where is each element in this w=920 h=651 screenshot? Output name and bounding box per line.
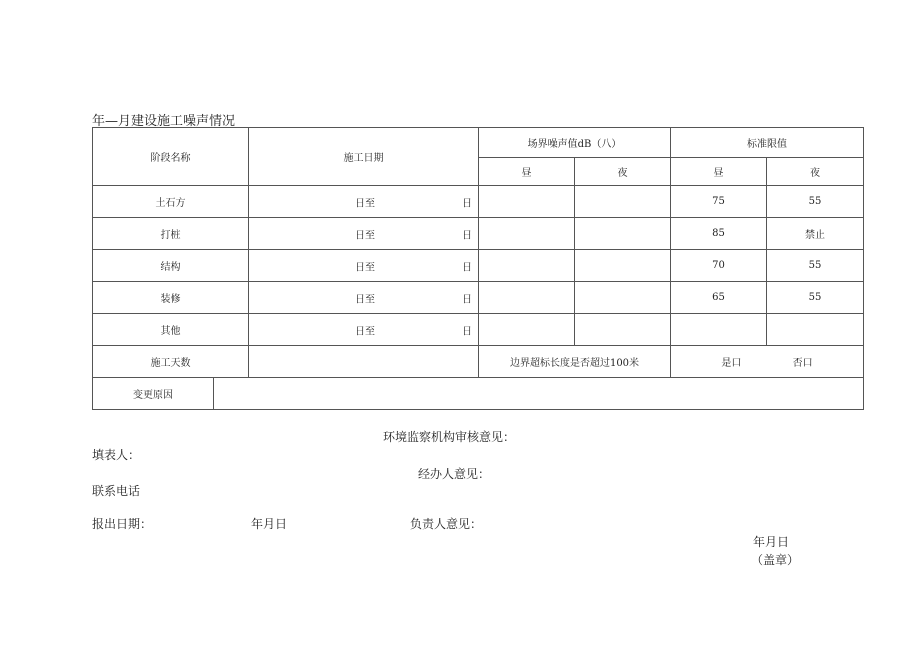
noise-night-cell[interactable] <box>575 314 671 346</box>
handler-label: 经办人意见： <box>418 467 491 481</box>
noise-night-cell[interactable] <box>575 186 671 218</box>
filler-label: 填表人： <box>92 448 141 462</box>
no-checkbox[interactable]: 否口 <box>792 358 813 369</box>
phone-label: 联系电话 <box>92 484 141 498</box>
stage-name: 打桩 <box>93 218 249 250</box>
date-cell[interactable] <box>249 282 479 314</box>
date-cell[interactable] <box>249 218 479 250</box>
env-review-label: 环境监察机构审核意见： <box>383 430 516 444</box>
report-date-label: 报出日期： <box>92 517 153 531</box>
construction-days-cell[interactable] <box>249 346 479 378</box>
noise-day-cell[interactable] <box>479 186 575 218</box>
noise-day-cell[interactable] <box>479 250 575 282</box>
date-end-mark: 日 <box>462 294 472 305</box>
noise-night-cell[interactable] <box>575 250 671 282</box>
header-limit-day: 昼 <box>671 158 767 186</box>
date-mark: 日至 <box>355 230 375 241</box>
header-limit-night: 夜 <box>767 158 864 186</box>
date-cell[interactable] <box>249 250 479 282</box>
sign-date-ymd: 年月日 <box>753 535 790 549</box>
noise-day-cell[interactable] <box>479 282 575 314</box>
date-end-mark: 日 <box>462 230 472 241</box>
limit-day-value: 70 <box>671 250 767 282</box>
date-mark: 日至 <box>355 198 375 209</box>
boundary-exceed-choice <box>671 346 864 378</box>
date-end-mark: 日 <box>462 198 472 209</box>
table-row <box>93 314 864 346</box>
date-mark: 日至 <box>355 294 375 305</box>
limit-night-value: 55 <box>767 282 864 314</box>
table-row <box>93 218 864 250</box>
date-end-mark: 日 <box>462 262 472 273</box>
table-row <box>93 250 864 282</box>
construction-days-label: 施工天数 <box>93 346 249 378</box>
date-end-mark: 日 <box>462 326 472 337</box>
header-date: 施工日期 <box>249 128 479 186</box>
limit-night-value: 禁止 <box>767 218 864 250</box>
stage-name: 其他 <box>93 314 249 346</box>
header-noise: 场界噪声值dB（八） <box>479 128 671 158</box>
limit-day-value <box>671 314 767 346</box>
limit-night-value <box>767 314 864 346</box>
header-stage: 阶段名称 <box>93 128 249 186</box>
noise-day-cell[interactable] <box>479 218 575 250</box>
table-row <box>93 186 864 218</box>
date-mark: 日至 <box>355 326 375 337</box>
stage-name: 土石方 <box>93 186 249 218</box>
change-reason-cell[interactable] <box>214 378 864 410</box>
header-noise-night: 夜 <box>575 158 671 186</box>
report-date-ymd: 年月日 <box>251 517 288 531</box>
change-reason-label: 变更原因 <box>93 378 214 410</box>
responsible-label: 负责人意见： <box>410 517 483 531</box>
table-row <box>93 282 864 314</box>
noise-day-cell[interactable] <box>479 314 575 346</box>
yes-checkbox[interactable]: 是口 <box>721 358 742 369</box>
date-cell[interactable] <box>249 314 479 346</box>
limit-night-value: 55 <box>767 186 864 218</box>
page-title: 年—月建设施工噪声情况 <box>92 114 236 129</box>
stage-name: 装修 <box>93 282 249 314</box>
limit-day-value: 65 <box>671 282 767 314</box>
boundary-exceed-label: 边界超标长度是否超过100米 <box>479 346 671 378</box>
limit-day-value: 85 <box>671 218 767 250</box>
noise-table <box>92 127 864 410</box>
noise-night-cell[interactable] <box>575 218 671 250</box>
header-noise-day: 昼 <box>479 158 575 186</box>
noise-night-cell[interactable] <box>575 282 671 314</box>
date-mark: 日至 <box>355 262 375 273</box>
limit-night-value: 55 <box>767 250 864 282</box>
header-limit: 标准限值 <box>671 128 864 158</box>
date-cell[interactable] <box>249 186 479 218</box>
limit-day-value: 75 <box>671 186 767 218</box>
seal-label: （盖章） <box>751 553 800 567</box>
stage-name: 结构 <box>93 250 249 282</box>
